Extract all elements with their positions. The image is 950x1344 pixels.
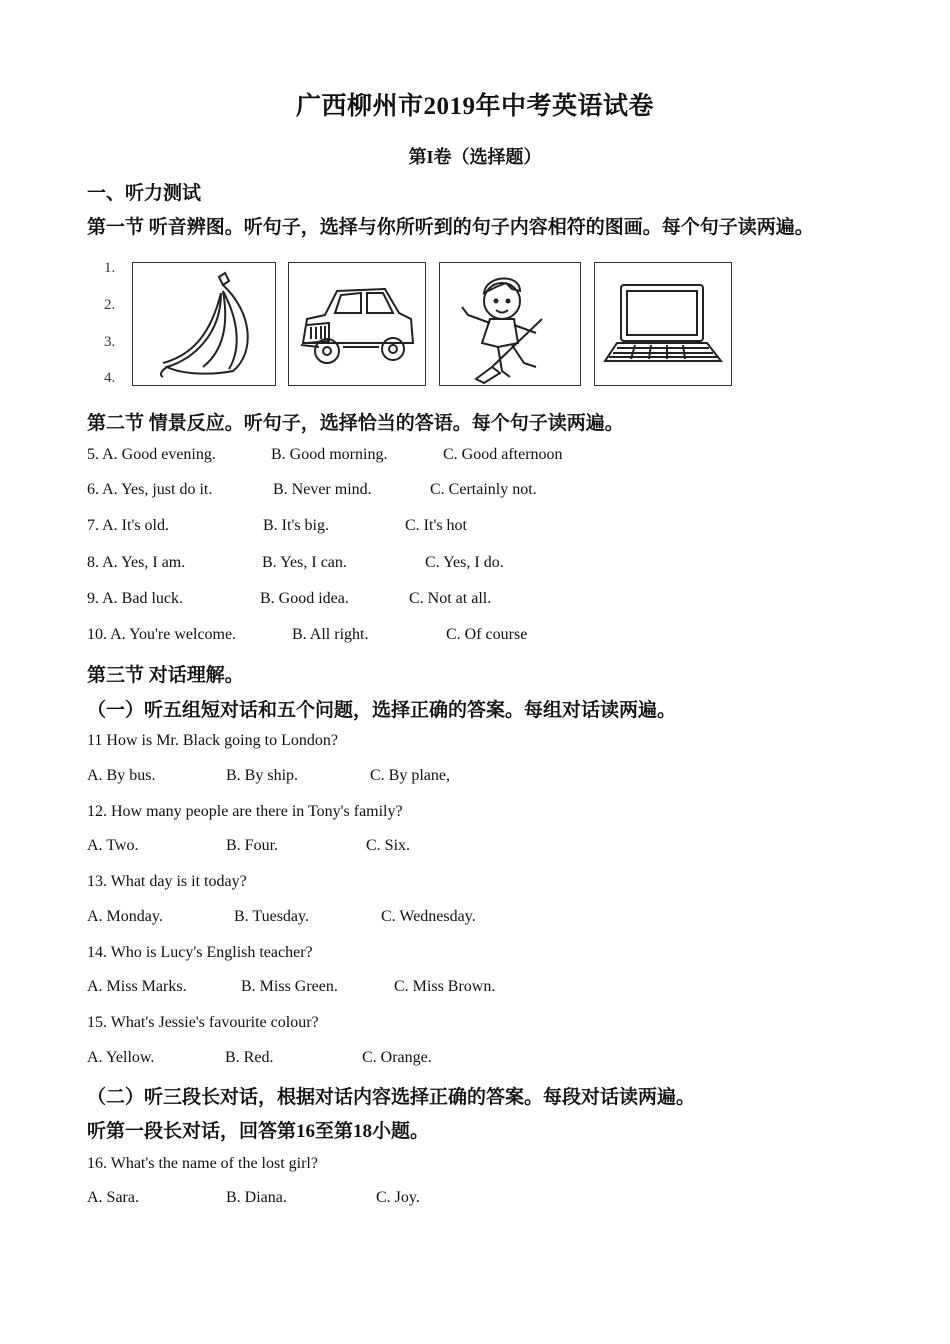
page-subtitle: 第I卷（选择题） bbox=[408, 147, 542, 167]
dialog-option-c: C. Orange. bbox=[362, 1049, 432, 1066]
response-option-c: C. Good afternoon bbox=[443, 446, 563, 463]
dialog-option-c: C. Wednesday. bbox=[381, 908, 476, 925]
picture-number: 3. bbox=[104, 334, 116, 350]
long-dialog1-instructions: 听第一段长对话，回答第16至第18小题。 bbox=[87, 1121, 430, 1142]
long-dialog-question: 16. What's the name of the lost girl? bbox=[87, 1155, 318, 1172]
dialog-option-a: A. Miss Marks. bbox=[87, 978, 187, 995]
response-option-c: C. Of course bbox=[446, 626, 528, 643]
dialog-option-c: C. Miss Brown. bbox=[394, 978, 496, 995]
dialog-option-c: C. Six. bbox=[366, 837, 411, 854]
dialog-question: 15. What's Jessie's favourite colour? bbox=[87, 1014, 319, 1031]
dialog-option-a: A. By bus. bbox=[87, 767, 156, 784]
response-option-a: 7. A. It's old. bbox=[87, 517, 169, 534]
response-option-b: B. Yes, I can. bbox=[262, 554, 347, 571]
picture-number: 1. bbox=[104, 260, 116, 276]
section1-instructions: 第一节 听音辨图。听句子，选择与你所听到的句子内容相符的图画。每个句子读两遍。 bbox=[87, 217, 814, 238]
boy-sweeping-icon bbox=[439, 262, 581, 386]
section2-instructions: 第二节 情景反应。听句子，选择恰当的答语。每个句子读两遍。 bbox=[87, 413, 624, 434]
response-option-a: 10. A. You're welcome. bbox=[87, 626, 237, 643]
dialog-question: 11 How is Mr. Black going to London? bbox=[87, 732, 338, 749]
dialog-option-c: C. By plane, bbox=[370, 767, 450, 784]
response-option-c: C. Not at all. bbox=[409, 590, 492, 607]
response-option-c: C. Yes, I do. bbox=[425, 554, 504, 571]
response-option-b: B. Never mind. bbox=[273, 481, 372, 498]
response-option-c: C. It's hot bbox=[405, 517, 467, 534]
dialog-option-b: B. Red. bbox=[225, 1049, 274, 1066]
picture-number: 2. bbox=[104, 297, 116, 313]
subsection1-instructions: （一）听五组短对话和五个问题，选择正确的答案。每组对话读两遍。 bbox=[87, 700, 677, 721]
response-option-a: 9. A. Bad luck. bbox=[87, 590, 183, 607]
response-option-b: B. It's big. bbox=[263, 517, 329, 534]
response-option-a: 8. A. Yes, I am. bbox=[87, 554, 186, 571]
dialog-question: 13. What day is it today? bbox=[87, 873, 247, 890]
long-dialog-option-a: A. Sara. bbox=[87, 1189, 139, 1206]
dialog-question: 14. Who is Lucy's English teacher? bbox=[87, 944, 313, 961]
picture-number: 4. bbox=[104, 370, 116, 386]
car-icon bbox=[288, 262, 426, 386]
dialog-option-a: A. Monday. bbox=[87, 908, 163, 925]
dialog-question: 12. How many people are there in Tony's family? bbox=[87, 803, 403, 820]
page-title: 广西柳州市2019年中考英语试卷 bbox=[295, 93, 654, 120]
response-option-c: C. Certainly not. bbox=[430, 481, 537, 498]
response-option-b: B. Good morning. bbox=[271, 446, 388, 463]
laptop-icon bbox=[594, 262, 732, 386]
response-option-b: B. Good idea. bbox=[260, 590, 349, 607]
response-option-a: 6. A. Yes, just do it. bbox=[87, 481, 213, 498]
dialog-option-a: A. Two. bbox=[87, 837, 139, 854]
long-dialog-option-c: C. Joy. bbox=[376, 1189, 420, 1206]
dialog-option-a: A. Yellow. bbox=[87, 1049, 155, 1066]
response-option-a: 5. A. Good evening. bbox=[87, 446, 216, 463]
dialog-option-b: B. Miss Green. bbox=[241, 978, 338, 995]
response-option-b: B. All right. bbox=[292, 626, 369, 643]
long-dialog-option-b: B. Diana. bbox=[226, 1189, 287, 1206]
section3-heading: 第三节 对话理解。 bbox=[87, 665, 244, 686]
dialog-option-b: B. By ship. bbox=[226, 767, 299, 784]
banana-icon bbox=[132, 262, 276, 386]
picture-strip bbox=[98, 252, 748, 394]
subsection2-instructions: （二）听三段长对话，根据对话内容选择正确的答案。每段对话读两遍。 bbox=[87, 1087, 696, 1108]
dialog-option-b: B. Tuesday. bbox=[234, 908, 309, 925]
dialog-option-b: B. Four. bbox=[226, 837, 279, 854]
part-heading-listening: 一、听力测试 bbox=[87, 183, 202, 204]
